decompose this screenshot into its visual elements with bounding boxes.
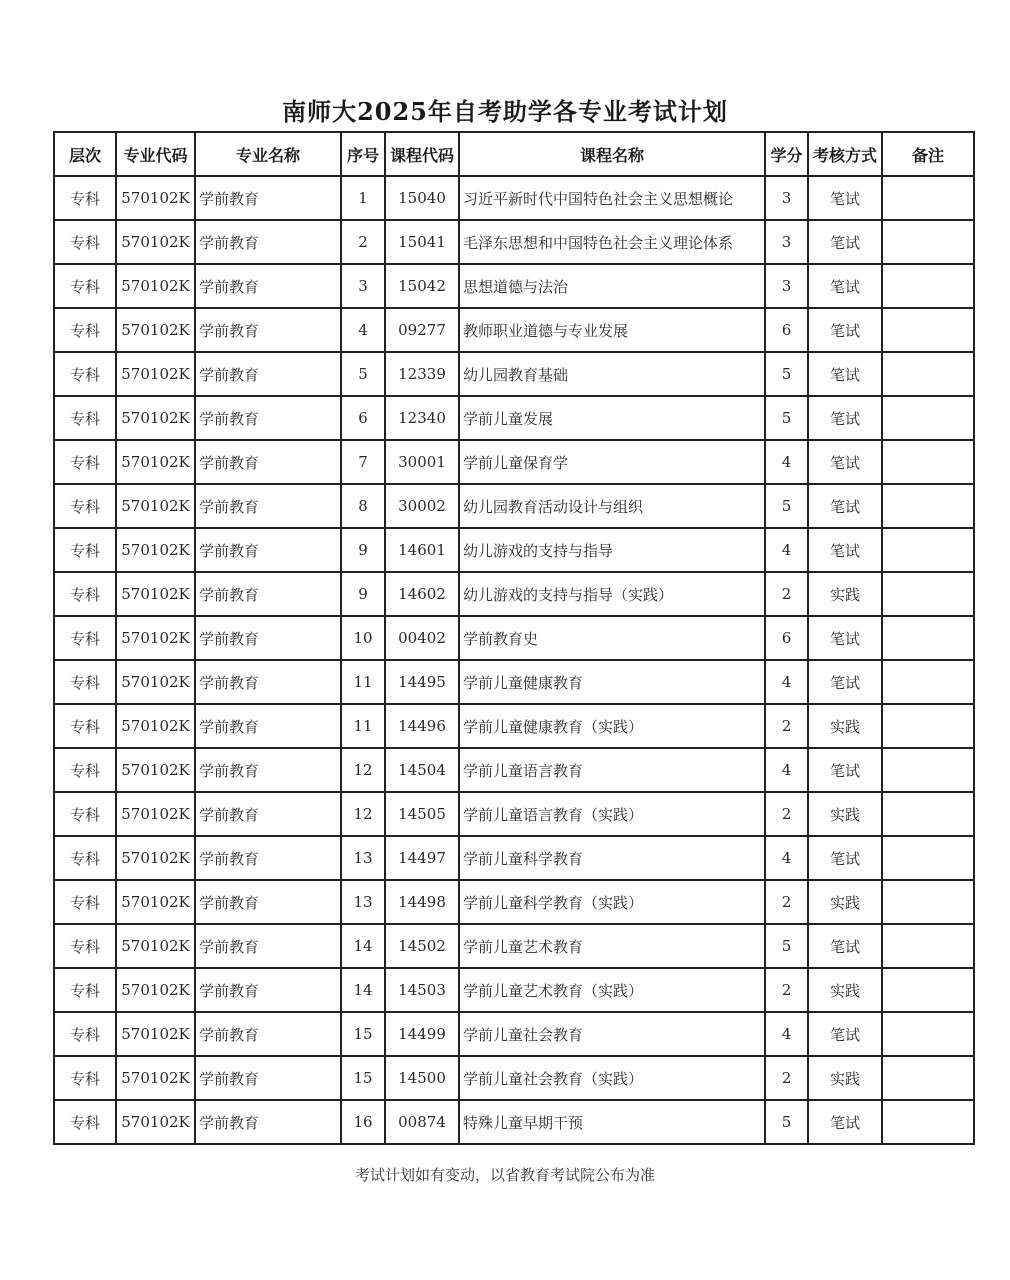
course-name-cell: 学前儿童科学教育（实践） (459, 880, 765, 924)
major-name-cell: 学前教育 (195, 748, 341, 792)
seq-cell: 2 (341, 220, 385, 264)
course-code-cell: 14495 (385, 660, 459, 704)
table-header-row (54, 132, 974, 176)
major-name-cell: 学前教育 (195, 792, 341, 836)
course-code-cell: 15042 (385, 264, 459, 308)
credits-cell: 5 (765, 924, 808, 968)
table-row (54, 748, 974, 792)
course-code-cell: 00402 (385, 616, 459, 660)
table-row (54, 484, 974, 528)
header-level: 层次 (54, 132, 116, 176)
table-row (54, 968, 974, 1012)
remarks-cell (882, 440, 974, 484)
credits-cell: 3 (765, 220, 808, 264)
remarks-cell (882, 220, 974, 264)
remarks-cell (882, 1056, 974, 1100)
level-cell: 专科 (54, 880, 116, 924)
level-cell: 专科 (54, 660, 116, 704)
table-row (54, 792, 974, 836)
course-name-cell: 学前儿童健康教育 (459, 660, 765, 704)
major-code-cell: 570102K (116, 748, 195, 792)
major-code-cell: 570102K (116, 528, 195, 572)
course-name-cell: 学前儿童科学教育 (459, 836, 765, 880)
course-name-cell: 幼儿园教育基础 (459, 352, 765, 396)
course-code-cell: 15040 (385, 176, 459, 220)
course-name-cell: 学前儿童健康教育（实践） (459, 704, 765, 748)
course-name-cell: 学前儿童艺术教育（实践） (459, 968, 765, 1012)
level-cell: 专科 (54, 1012, 116, 1056)
remarks-cell (882, 572, 974, 616)
level-cell: 专科 (54, 572, 116, 616)
seq-cell: 15 (341, 1012, 385, 1056)
course-code-cell: 14503 (385, 968, 459, 1012)
major-code-cell: 570102K (116, 572, 195, 616)
major-code-cell: 570102K (116, 792, 195, 836)
level-cell: 专科 (54, 1100, 116, 1144)
course-code-cell: 14498 (385, 880, 459, 924)
course-code-cell: 14502 (385, 924, 459, 968)
course-code-cell: 15041 (385, 220, 459, 264)
course-code-cell: 14496 (385, 704, 459, 748)
exam-type-cell: 笔试 (808, 660, 882, 704)
credits-cell: 4 (765, 528, 808, 572)
remarks-cell (882, 968, 974, 1012)
level-cell: 专科 (54, 220, 116, 264)
course-code-cell: 30002 (385, 484, 459, 528)
course-code-cell: 14601 (385, 528, 459, 572)
seq-cell: 1 (341, 176, 385, 220)
level-cell: 专科 (54, 968, 116, 1012)
course-name-cell: 幼儿游戏的支持与指导（实践） (459, 572, 765, 616)
table-row (54, 396, 974, 440)
credits-cell: 4 (765, 660, 808, 704)
major-name-cell: 学前教育 (195, 396, 341, 440)
seq-cell: 12 (341, 748, 385, 792)
exam-type-cell: 笔试 (808, 528, 882, 572)
credits-cell: 2 (765, 880, 808, 924)
exam-type-cell: 笔试 (808, 1012, 882, 1056)
seq-cell: 10 (341, 616, 385, 660)
credits-cell: 6 (765, 616, 808, 660)
major-code-cell: 570102K (116, 484, 195, 528)
major-code-cell: 570102K (116, 1012, 195, 1056)
course-name-cell: 学前教育史 (459, 616, 765, 660)
header-credits: 学分 (765, 132, 808, 176)
major-name-cell: 学前教育 (195, 308, 341, 352)
level-cell: 专科 (54, 528, 116, 572)
major-name-cell: 学前教育 (195, 352, 341, 396)
table-row (54, 880, 974, 924)
seq-cell: 4 (341, 308, 385, 352)
exam-type-cell: 实践 (808, 792, 882, 836)
table-row (54, 352, 974, 396)
major-name-cell: 学前教育 (195, 440, 341, 484)
level-cell: 专科 (54, 792, 116, 836)
level-cell: 专科 (54, 264, 116, 308)
level-cell: 专科 (54, 924, 116, 968)
seq-cell: 12 (341, 792, 385, 836)
remarks-cell (882, 352, 974, 396)
remarks-cell (882, 880, 974, 924)
credits-cell: 5 (765, 484, 808, 528)
exam-type-cell: 笔试 (808, 308, 882, 352)
course-code-cell: 09277 (385, 308, 459, 352)
remarks-cell (882, 484, 974, 528)
course-name-cell: 毛泽东思想和中国特色社会主义理论体系 (459, 220, 765, 264)
major-code-cell: 570102K (116, 1100, 195, 1144)
header-course-code: 课程代码 (385, 132, 459, 176)
credits-cell: 2 (765, 704, 808, 748)
exam-type-cell: 笔试 (808, 484, 882, 528)
remarks-cell (882, 792, 974, 836)
level-cell: 专科 (54, 1056, 116, 1100)
seq-cell: 9 (341, 572, 385, 616)
major-name-cell: 学前教育 (195, 1056, 341, 1100)
seq-cell: 14 (341, 924, 385, 968)
major-name-cell: 学前教育 (195, 968, 341, 1012)
seq-cell: 13 (341, 836, 385, 880)
credits-cell: 4 (765, 836, 808, 880)
table-row (54, 440, 974, 484)
credits-cell: 5 (765, 396, 808, 440)
course-name-cell: 学前儿童语言教育 (459, 748, 765, 792)
exam-type-cell: 笔试 (808, 440, 882, 484)
table-row (54, 1056, 974, 1100)
course-name-cell: 教师职业道德与专业发展 (459, 308, 765, 352)
exam-type-cell: 笔试 (808, 836, 882, 880)
table-row (54, 528, 974, 572)
credits-cell: 3 (765, 176, 808, 220)
credits-cell: 4 (765, 1012, 808, 1056)
major-code-cell: 570102K (116, 1056, 195, 1100)
credits-cell: 3 (765, 264, 808, 308)
major-code-cell: 570102K (116, 176, 195, 220)
seq-cell: 11 (341, 660, 385, 704)
major-name-cell: 学前教育 (195, 924, 341, 968)
seq-cell: 8 (341, 484, 385, 528)
major-name-cell: 学前教育 (195, 704, 341, 748)
course-name-cell: 学前儿童发展 (459, 396, 765, 440)
exam-type-cell: 笔试 (808, 1100, 882, 1144)
level-cell: 专科 (54, 352, 116, 396)
table-row (54, 1100, 974, 1144)
major-code-cell: 570102K (116, 440, 195, 484)
exam-type-cell: 实践 (808, 880, 882, 924)
exam-type-cell: 实践 (808, 572, 882, 616)
level-cell: 专科 (54, 616, 116, 660)
course-code-cell: 14499 (385, 1012, 459, 1056)
remarks-cell (882, 1012, 974, 1056)
course-name-cell: 特殊儿童早期干预 (459, 1100, 765, 1144)
course-code-cell: 14504 (385, 748, 459, 792)
level-cell: 专科 (54, 176, 116, 220)
remarks-cell (882, 924, 974, 968)
major-code-cell: 570102K (116, 836, 195, 880)
major-name-cell: 学前教育 (195, 616, 341, 660)
course-name-cell: 学前儿童社会教育（实践） (459, 1056, 765, 1100)
major-name-cell: 学前教育 (195, 484, 341, 528)
seq-cell: 9 (341, 528, 385, 572)
major-name-cell: 学前教育 (195, 220, 341, 264)
table-row (54, 572, 974, 616)
course-code-cell: 14497 (385, 836, 459, 880)
header-major-name: 专业名称 (195, 132, 341, 176)
remarks-cell (882, 616, 974, 660)
course-name-cell: 习近平新时代中国特色社会主义思想概论 (459, 176, 765, 220)
seq-cell: 15 (341, 1056, 385, 1100)
header-major-code: 专业代码 (116, 132, 195, 176)
remarks-cell (882, 396, 974, 440)
major-code-cell: 570102K (116, 704, 195, 748)
seq-cell: 3 (341, 264, 385, 308)
major-code-cell: 570102K (116, 660, 195, 704)
exam-type-cell: 笔试 (808, 748, 882, 792)
credits-cell: 6 (765, 308, 808, 352)
major-code-cell: 570102K (116, 396, 195, 440)
table-row (54, 264, 974, 308)
exam-type-cell: 笔试 (808, 616, 882, 660)
course-name-cell: 学前儿童社会教育 (459, 1012, 765, 1056)
remarks-cell (882, 748, 974, 792)
exam-type-cell: 笔试 (808, 352, 882, 396)
table-row (54, 836, 974, 880)
major-name-cell: 学前教育 (195, 572, 341, 616)
remarks-cell (882, 1100, 974, 1144)
major-code-cell: 570102K (116, 616, 195, 660)
major-code-cell: 570102K (116, 220, 195, 264)
credits-cell: 5 (765, 352, 808, 396)
level-cell: 专科 (54, 484, 116, 528)
major-name-cell: 学前教育 (195, 528, 341, 572)
table-row (54, 1012, 974, 1056)
course-name-cell: 学前儿童语言教育（实践） (459, 792, 765, 836)
course-code-cell: 14500 (385, 1056, 459, 1100)
seq-cell: 16 (341, 1100, 385, 1144)
course-name-cell: 思想道德与法治 (459, 264, 765, 308)
credits-cell: 2 (765, 968, 808, 1012)
header-exam-type: 考核方式 (808, 132, 882, 176)
table-row (54, 308, 974, 352)
course-name-cell: 幼儿游戏的支持与指导 (459, 528, 765, 572)
table-row (54, 660, 974, 704)
major-name-cell: 学前教育 (195, 660, 341, 704)
seq-cell: 11 (341, 704, 385, 748)
exam-type-cell: 实践 (808, 968, 882, 1012)
level-cell: 专科 (54, 748, 116, 792)
table-row (54, 616, 974, 660)
level-cell: 专科 (54, 704, 116, 748)
credits-cell: 5 (765, 1100, 808, 1144)
course-code-cell: 14602 (385, 572, 459, 616)
remarks-cell (882, 176, 974, 220)
remarks-cell (882, 308, 974, 352)
major-code-cell: 570102K (116, 880, 195, 924)
table-row (54, 924, 974, 968)
credits-cell: 2 (765, 1056, 808, 1100)
level-cell: 专科 (54, 440, 116, 484)
major-name-cell: 学前教育 (195, 880, 341, 924)
seq-cell: 5 (341, 352, 385, 396)
major-name-cell: 学前教育 (195, 1012, 341, 1056)
table-body (54, 176, 974, 1144)
course-name-cell: 学前儿童保育学 (459, 440, 765, 484)
remarks-cell (882, 836, 974, 880)
seq-cell: 7 (341, 440, 385, 484)
major-name-cell: 学前教育 (195, 176, 341, 220)
seq-cell: 13 (341, 880, 385, 924)
exam-type-cell: 笔试 (808, 924, 882, 968)
major-code-cell: 570102K (116, 264, 195, 308)
table-row (54, 176, 974, 220)
credits-cell: 2 (765, 792, 808, 836)
footnote: 考试计划如有变动，以省教育考试院公布为准 (354, 1166, 655, 1184)
document-title: 南师大2025年自考助学各专业考试计划 (282, 97, 728, 126)
major-name-cell: 学前教育 (195, 1100, 341, 1144)
seq-cell: 6 (341, 396, 385, 440)
level-cell: 专科 (54, 396, 116, 440)
course-code-cell: 12340 (385, 396, 459, 440)
exam-type-cell: 笔试 (808, 264, 882, 308)
credits-cell: 2 (765, 572, 808, 616)
exam-plan-table (53, 131, 975, 1145)
course-code-cell: 14505 (385, 792, 459, 836)
header-course-name: 课程名称 (459, 132, 765, 176)
major-name-cell: 学前教育 (195, 264, 341, 308)
exam-type-cell: 实践 (808, 704, 882, 748)
major-code-cell: 570102K (116, 352, 195, 396)
remarks-cell (882, 264, 974, 308)
course-code-cell: 12339 (385, 352, 459, 396)
course-code-cell: 00874 (385, 1100, 459, 1144)
table-row (54, 704, 974, 748)
credits-cell: 4 (765, 440, 808, 484)
header-seq: 序号 (341, 132, 385, 176)
major-code-cell: 570102K (116, 968, 195, 1012)
remarks-cell (882, 660, 974, 704)
level-cell: 专科 (54, 308, 116, 352)
table-row (54, 220, 974, 264)
major-name-cell: 学前教育 (195, 836, 341, 880)
exam-type-cell: 笔试 (808, 220, 882, 264)
remarks-cell (882, 704, 974, 748)
level-cell: 专科 (54, 836, 116, 880)
remarks-cell (882, 528, 974, 572)
major-code-cell: 570102K (116, 924, 195, 968)
course-name-cell: 幼儿园教育活动设计与组织 (459, 484, 765, 528)
credits-cell: 4 (765, 748, 808, 792)
header-remarks: 备注 (882, 132, 974, 176)
exam-type-cell: 笔试 (808, 176, 882, 220)
major-code-cell: 570102K (116, 308, 195, 352)
course-code-cell: 30001 (385, 440, 459, 484)
exam-type-cell: 实践 (808, 1056, 882, 1100)
seq-cell: 14 (341, 968, 385, 1012)
exam-type-cell: 笔试 (808, 396, 882, 440)
course-name-cell: 学前儿童艺术教育 (459, 924, 765, 968)
